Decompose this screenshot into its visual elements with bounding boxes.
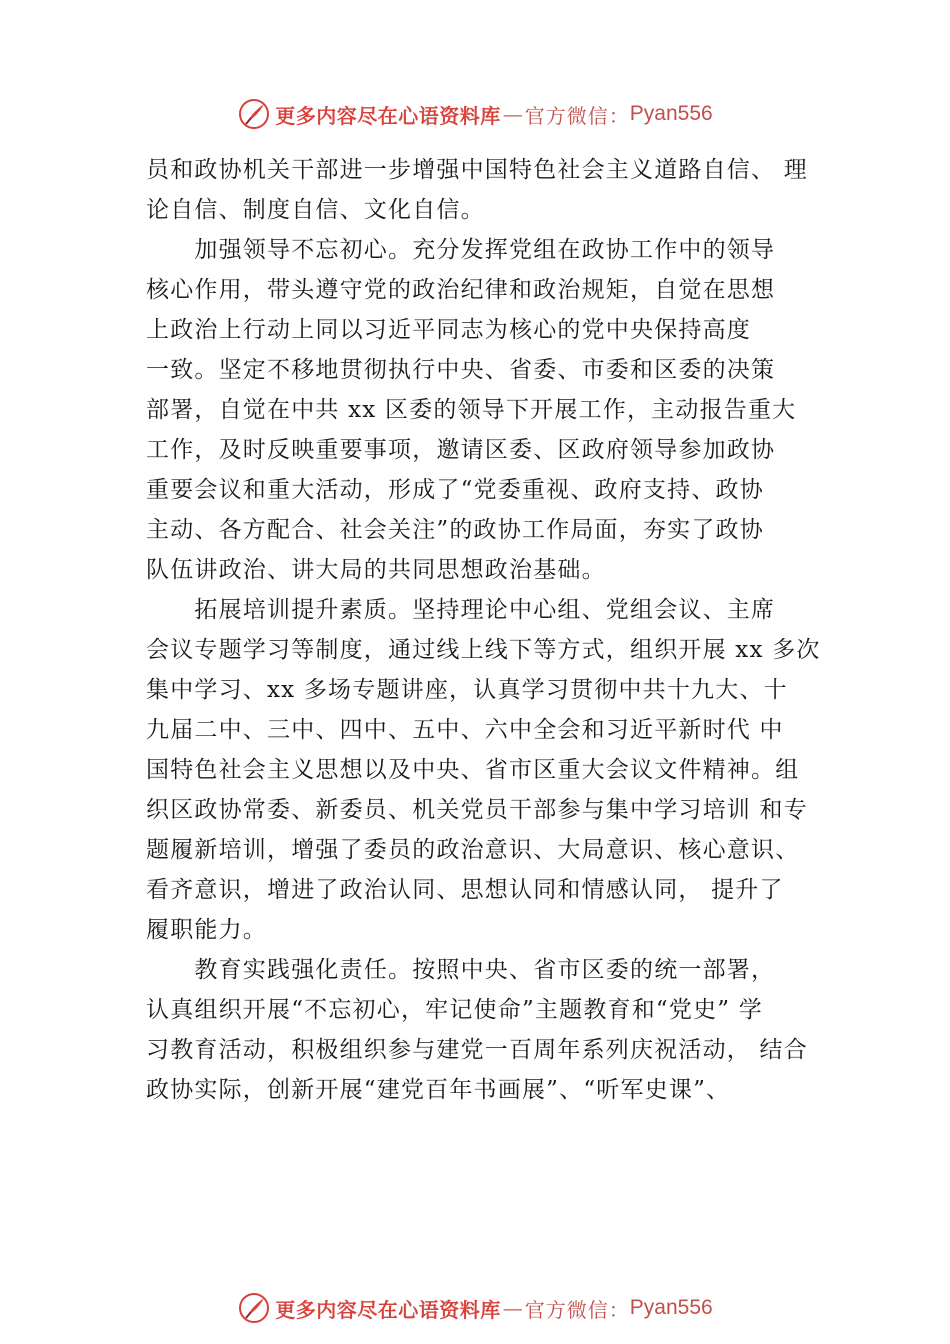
- text-line: 工作，及时反映重要事项，邀请区委、区政府领导参加政协: [146, 437, 776, 463]
- wechat-label: 官方微信：: [524, 1297, 630, 1322]
- text-line: 部署，自觉在中共 xx 区委的领导下开展工作，主动报告重大: [146, 397, 797, 423]
- text-line: 题履新培训，增强了委员的政治意识、大局意识、核心意识、: [146, 837, 800, 863]
- text-line: 会议专题学习等制度，通过线上线下等方式，组织开展 xx 多次: [146, 637, 821, 663]
- separator-dash: —: [502, 102, 523, 126]
- text-line: 队伍讲政治、讲大局的共同思想政治基础。: [146, 557, 606, 583]
- text-line: 教育实践强化责任。按照中央、省市区委的统一部署，: [146, 957, 776, 983]
- document-body: [146, 150, 826, 1110]
- text-line: 集中学习、xx 多场专题讲座，认真学习贯彻中共十九大、十: [146, 677, 788, 703]
- text-line: 政协实际，创新开展“建党百年书画展”、“听军史课”、: [146, 1077, 731, 1103]
- wechat-label: 官方微信：: [524, 103, 630, 128]
- text-line: 习教育活动，积极组织参与建党一百周年系列庆祝活动， 结合: [146, 1037, 808, 1063]
- wechat-id: Pyan556: [629, 1296, 713, 1319]
- wechat-id: Pyan556: [629, 102, 713, 125]
- text-line: 看齐意识，增进了政治认同、思想认同和情感认同， 提升了: [146, 877, 784, 903]
- footer-watermark: [0, 1288, 950, 1328]
- text-line: 员和政协机关干部进一步增强中国特色社会主义道路自信、 理: [146, 157, 808, 183]
- separator-dash: —: [502, 1296, 523, 1320]
- site-name: 更多内容尽在心语资料库: [275, 103, 501, 128]
- text-line: 主动、各方配合、社会关注”的政协工作局面，夯实了政协: [146, 517, 764, 543]
- quill-logo-icon: [237, 1291, 271, 1325]
- text-line: 拓展培训提升素质。坚持理论中心组、党组会议、主席: [146, 597, 776, 623]
- text-line: 上政治上行动上同以习近平同志为核心的党中央保持高度: [146, 317, 751, 343]
- text-line: 核心作用，带头遵守党的政治纪律和政治规矩，自觉在思想: [146, 277, 776, 303]
- text-line: 论自信、制度自信、文化自信。: [146, 197, 485, 223]
- text-line: 加强领导不忘初心。充分发挥党组在政协工作中的领导: [146, 237, 776, 263]
- site-name: 更多内容尽在心语资料库: [275, 1297, 501, 1322]
- text-line: 认真组织开展“不忘初心，牢记使命”主题教育和“党史” 学: [146, 997, 763, 1023]
- text-line: 九届二中、三中、四中、五中、六中全会和习近平新时代 中: [146, 717, 784, 743]
- header-watermark: [0, 94, 950, 134]
- text-line: 履职能力。: [146, 917, 267, 943]
- text-line: 重要会议和重大活动，形成了“党委重视、政府支持、政协: [146, 477, 764, 503]
- text-line: 织区政协常委、新委员、机关党员干部参与集中学习培训 和专: [146, 797, 808, 823]
- quill-logo-icon: [237, 97, 271, 131]
- text-line: 国特色社会主义思想以及中央、省市区重大会议文件精神。组: [146, 757, 800, 783]
- text-line: 一致。坚定不移地贯彻执行中央、省委、市委和区委的决策: [146, 357, 776, 383]
